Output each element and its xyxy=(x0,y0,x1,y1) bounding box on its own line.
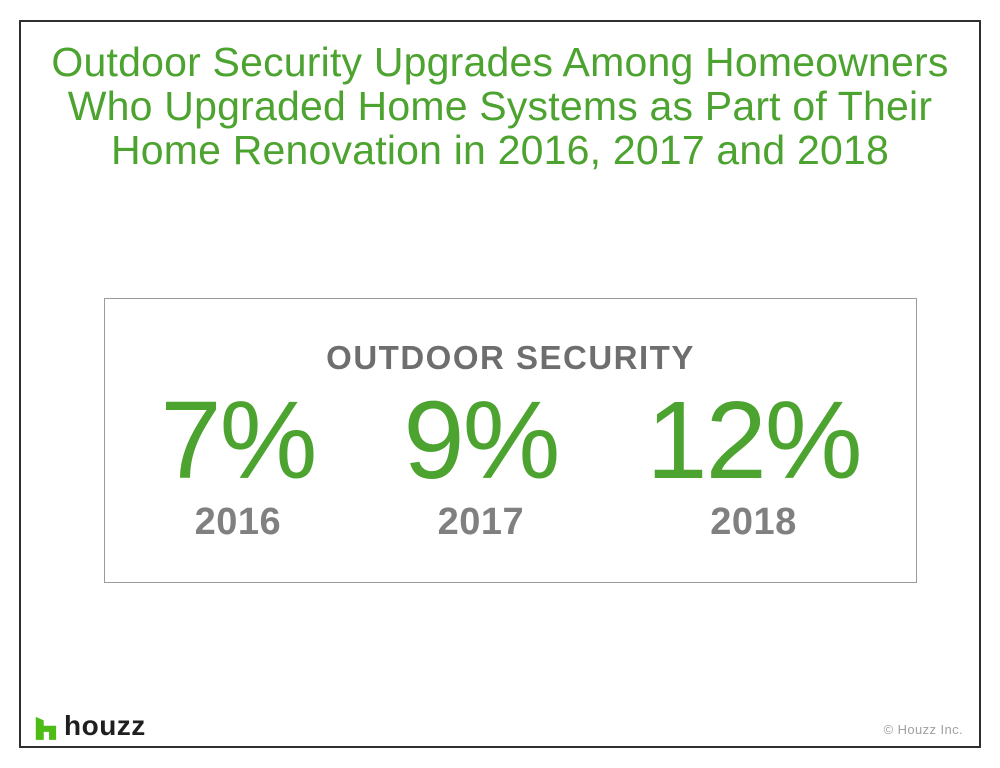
copyright-text: © Houzz Inc. xyxy=(883,722,963,737)
title-line-2: Who Upgraded Home Systems as Part of Their xyxy=(67,83,933,129)
stat-year-2016: 2016 xyxy=(194,500,282,543)
stat-year-2017: 2017 xyxy=(437,500,525,543)
houzz-house-icon xyxy=(34,714,57,741)
houzz-logo xyxy=(34,712,146,742)
stats-row xyxy=(105,379,916,544)
infographic-frame xyxy=(19,20,981,748)
stat-value-2018: 12% xyxy=(646,379,861,502)
panel-heading: OUTDOOR SECURITY xyxy=(326,339,695,376)
stat-2016 xyxy=(160,379,316,544)
stat-value-2017: 9% xyxy=(403,379,559,502)
stat-2017 xyxy=(403,379,559,544)
chart-title xyxy=(21,40,979,172)
stat-year-2018: 2018 xyxy=(710,500,797,543)
stats-panel xyxy=(104,298,917,583)
houzz-logo-text: houzz xyxy=(64,710,146,741)
title-line-1: Outdoor Security Upgrades Among Homeowners xyxy=(51,39,949,85)
stat-value-2016: 7% xyxy=(160,379,316,502)
stat-2018 xyxy=(646,379,861,544)
title-line-3: Home Renovation in 2016, 2017 and 2018 xyxy=(110,127,890,173)
